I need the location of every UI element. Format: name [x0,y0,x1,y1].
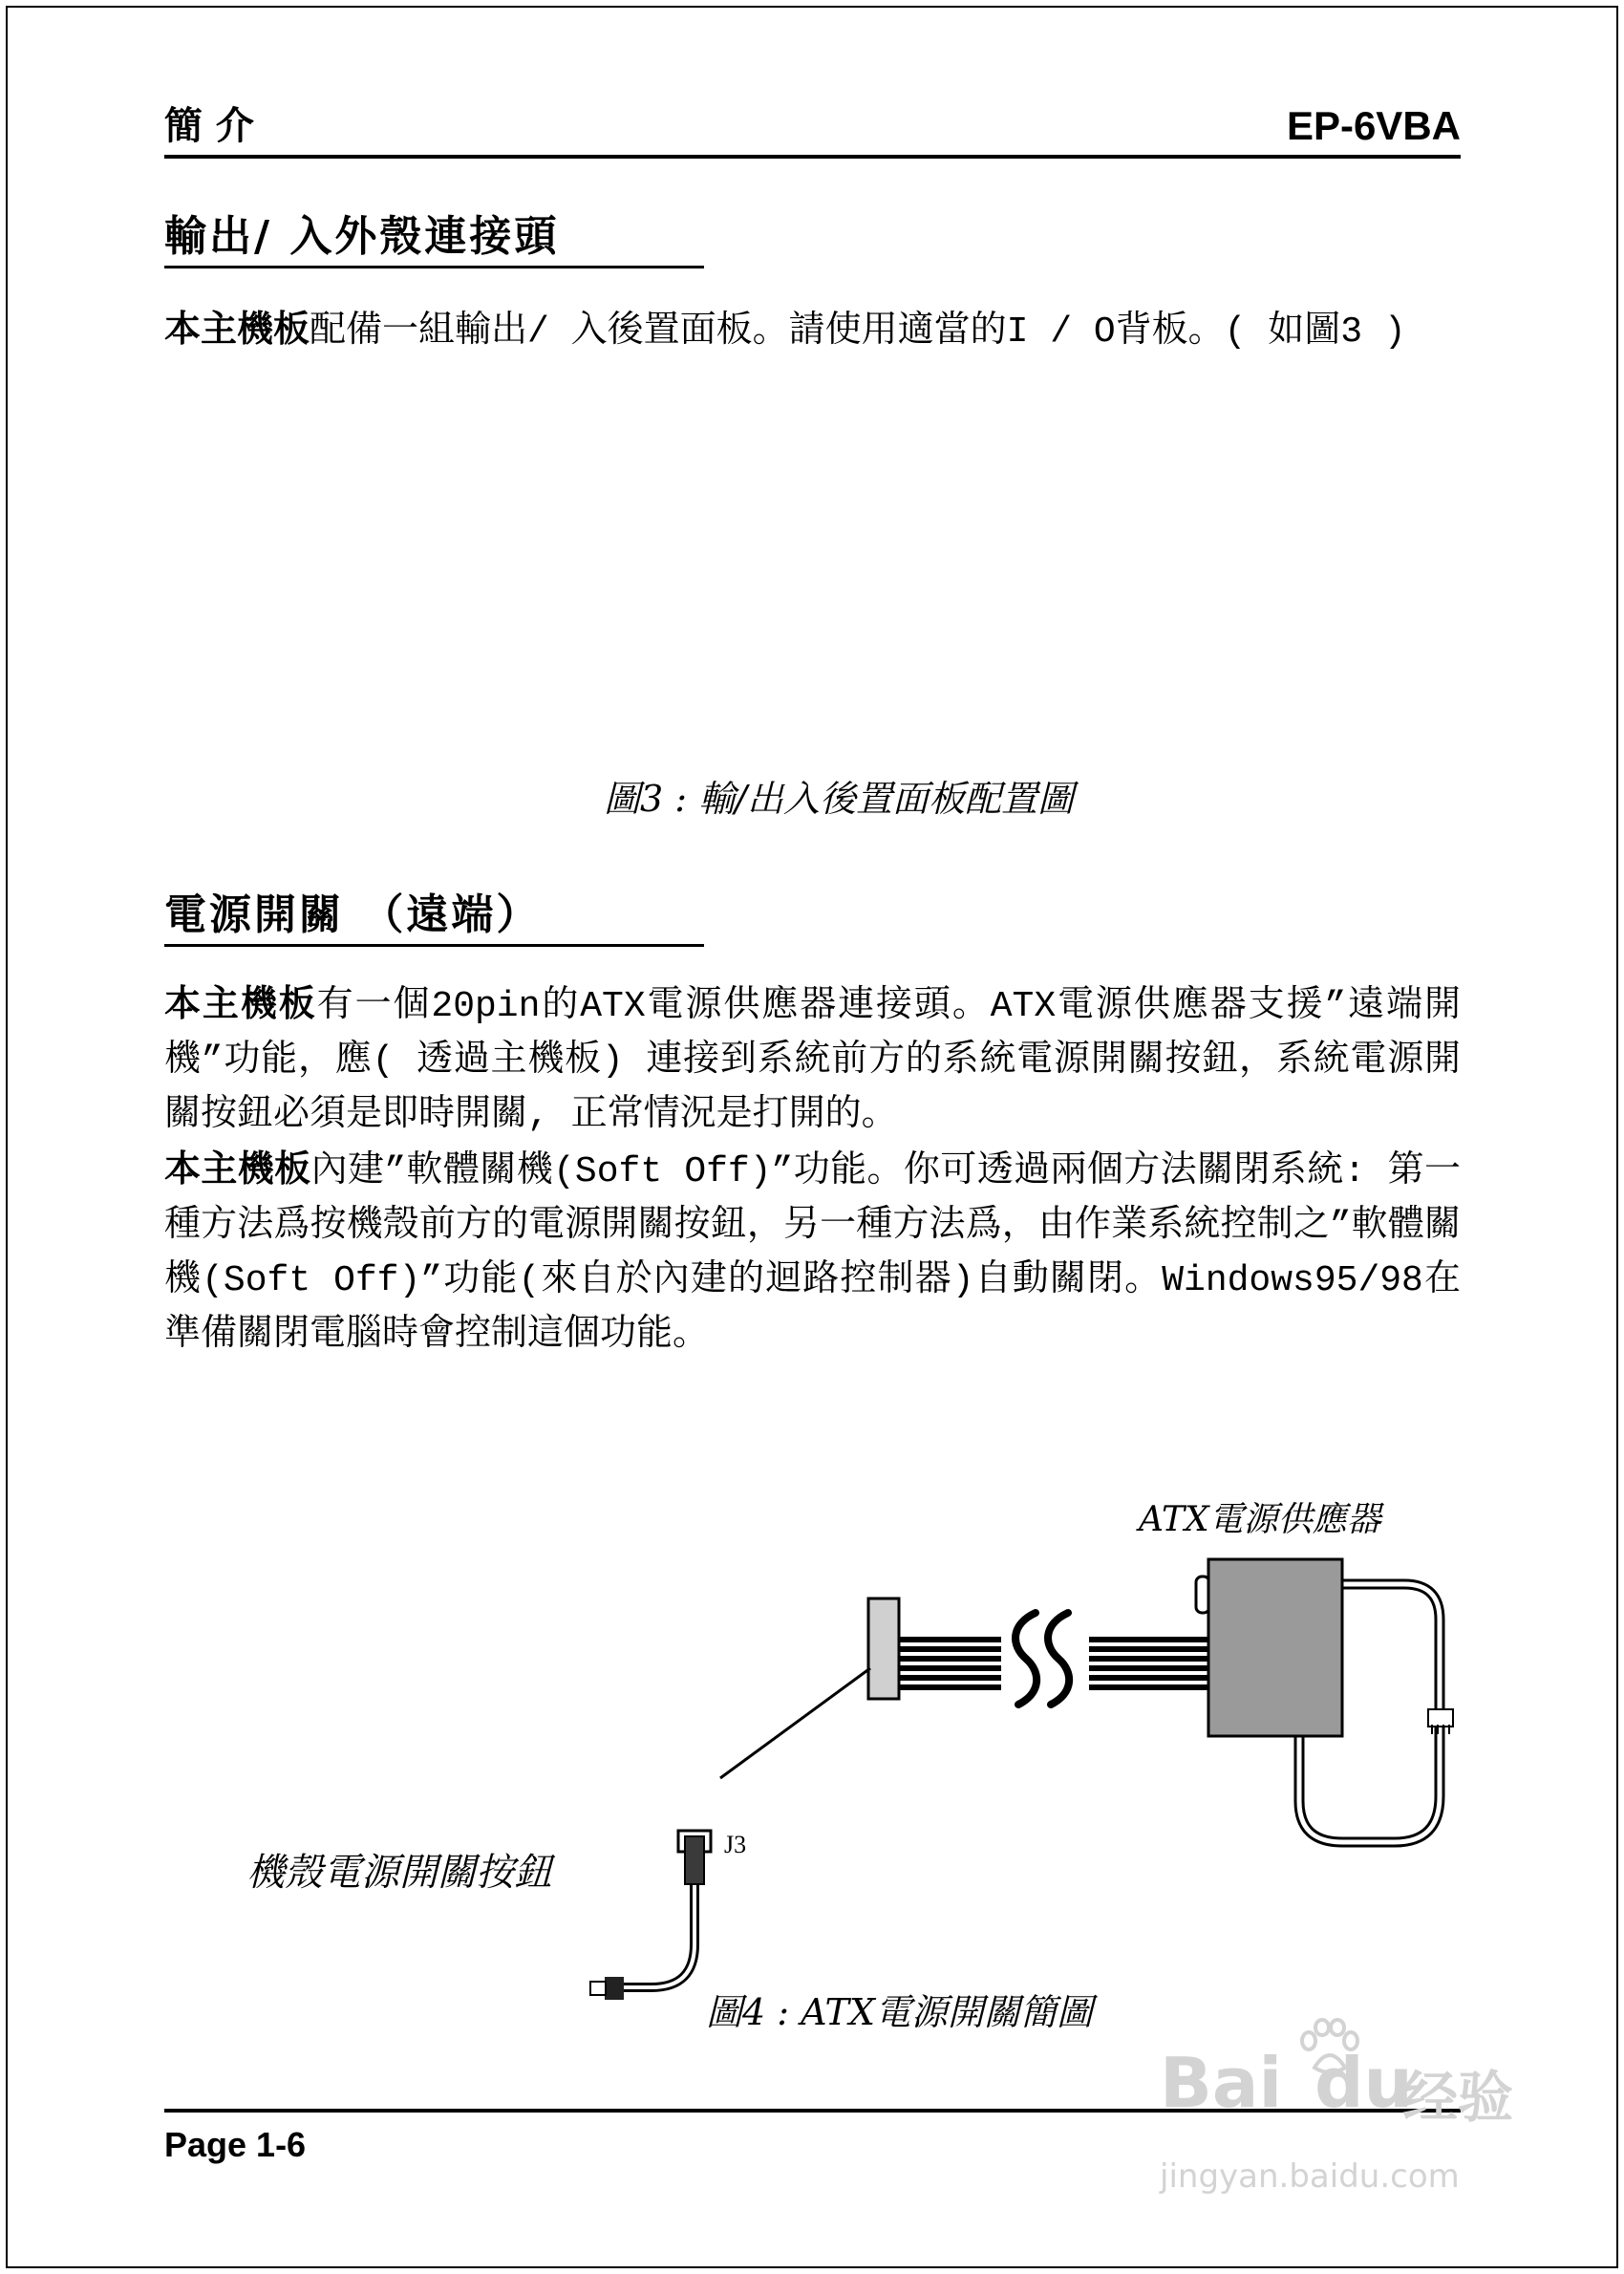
paw-toe [1331,2020,1344,2035]
paw-toe [1302,2032,1315,2049]
figure-4-caption: 圖4 : ATX電源開關簡圖 [706,1991,1093,2033]
power-section-heading: 電源開關 （遠端） [164,890,542,939]
power-heading-underline [164,944,704,947]
watermark-label: 经验 [1402,2065,1514,2130]
power-supply-label: ATX電源供應器 [1139,1500,1381,1539]
watermark-url: jingyan.baidu.com [1160,2157,1460,2196]
figure-3-caption: 圖3 : 輸/出入後置面板配置圖 [604,778,1074,820]
j3-label: J3 [724,1831,747,1858]
paragraph-lead: 本主機板 [164,308,310,350]
power-paragraph-2 [164,1142,1461,1362]
paw-toe [1315,2020,1329,2035]
chassis-switch-label: 機殼電源開關按鈕 [246,1851,552,1895]
io-heading-underline [164,266,704,268]
paragraph-lead: 本主機板 [164,1148,311,1190]
paragraph-text: 配備一組輸出/ 入後置面板。請使用適當的I / O背板。( 如圖3 ) [310,311,1406,353]
io-section-heading: 輸出/ 入外殼連接頭 [164,212,560,261]
paragraph-text: 有一個20pin的ATX電源供應器連接頭。ATX電源供應器支援”遠端開機”功能，應( 透過主機板) 連接到系統前方的系統電源開關按鈕，系統電源開關按鈕必須是即時開關, 正常情況是打開的。 [164,986,1461,1136]
header-section-title: 簡 介 [164,104,254,148]
watermark-brand-left: Bai [1160,2043,1283,2123]
header-rule [164,155,1461,159]
paragraph-text: 內建”軟體關機(Soft Off)”功能。你可透過兩個方法關閉系統: 第一種方法爲按機殼前方的電源開關按鈕，另一種方法爲，由作業系統控制之”軟體關機(Soft Off)”功能(來自於內建的迴路控制器)自動關閉。Windows95/98在準備關閉電腦時會控制這個功能。 [164,1151,1461,1356]
header-model-name: EP-6VBA [1286,103,1461,148]
watermark-brand-right: du [1314,2043,1413,2123]
io-paragraph [164,302,1461,359]
power-paragraph-1 [164,976,1461,1143]
page-number: Page 1-6 [164,2125,307,2164]
paragraph-lead: 本主機板 [164,982,317,1024]
